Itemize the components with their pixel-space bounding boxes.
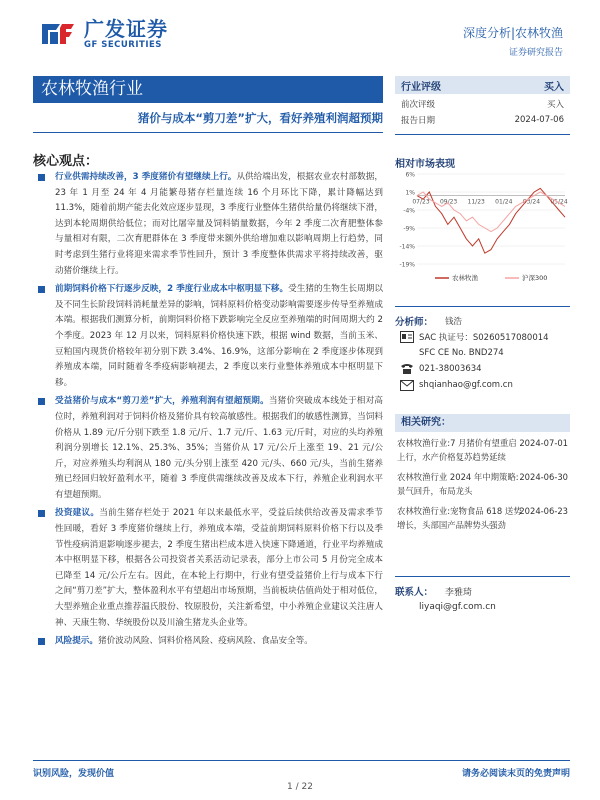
- related-item-title: 农林牧渔行业 2024 年中期策略:景气回升，布局龙头: [397, 472, 519, 496]
- company-logo: [38, 18, 168, 50]
- legend-label: 农林牧渔: [452, 274, 478, 282]
- industry-title: 农林牧渔行业: [33, 76, 383, 103]
- paragraph-supply-demand: [33, 170, 383, 279]
- contact-panel: [395, 576, 570, 615]
- y-tick-label: -14%: [399, 243, 415, 251]
- x-tick-label: 09/23: [439, 198, 458, 206]
- rating-label: 行业评级: [401, 81, 441, 93]
- report-date-value: 2024-07-06: [514, 115, 564, 125]
- envelope-icon: [395, 380, 419, 391]
- analyst-sac-row: [395, 329, 570, 345]
- paragraph-lead: 行业供需持续改善，3 季度猪价有望继续上行。: [55, 172, 237, 182]
- related-research-title: 相关研究：: [395, 414, 570, 432]
- paragraph-lead: 前期饲料价格下行逐步反映，2 季度行业成本中枢明显下移。: [55, 284, 289, 295]
- contact-divider: [395, 576, 570, 577]
- related-item-date: 2024-06-30: [519, 472, 568, 482]
- paragraph-text: 从供给端出发，根据农业农村部数据，23 年 1 月至 24 年 4 月能繁母猪存栏量连续 16 个月环比下降，累计降幅达到 11.3%，随着前期产能去化效应逐步显现，3 季度行业整体生猪供给量仍将继续下滑，达到本轮周期供给低位；而对比屠宰量及饲料销量数据，今年 2 季度二次育肥整体参与量相对有限，二次育肥群体在 3 季度带来额外供给增加难以影响周期上行趋势，同时考虑到生猪行业将迎来需求季节性回升，预计 3 季度整体供需求平将持续改善，驱动猪价继续上行。: [55, 172, 383, 276]
- paragraph-lead: 投资建议。: [55, 508, 100, 519]
- x-tick-label: 03/24: [522, 198, 541, 206]
- phone-icon: [395, 363, 419, 375]
- analyst-email[interactable]: shqianhao@gf.com.cn: [419, 380, 513, 390]
- footer-slogan: 识别风险，发现价值: [33, 769, 115, 779]
- y-tick-label: -9%: [403, 225, 415, 233]
- rating-value: 买入: [544, 81, 564, 93]
- x-tick-label: 05/24: [550, 198, 568, 206]
- id-card-icon: [395, 331, 419, 343]
- analyst-sfc: SFC CE No. BND274: [419, 348, 504, 358]
- analyst-phone-row: [395, 361, 570, 377]
- report-type: 深度分析|农林牧渔: [462, 26, 563, 40]
- core-views-heading: 核心观点：: [33, 154, 99, 169]
- y-tick-label: -4%: [403, 207, 415, 215]
- previous-rating-label: 前次评级: [401, 100, 436, 110]
- paragraph-text: 猪价波动风险、饲料价格风险、疫病风险、食品安全等。: [97, 636, 313, 647]
- title-divider: [33, 132, 383, 133]
- related-item-title: 农林牧渔行业:7 月猪价有望重启上行，水产价格复苏趋势延续: [397, 438, 517, 462]
- legend-label: 沪深300: [522, 274, 548, 282]
- y-tick-label: -19%: [399, 261, 415, 269]
- report-subtitle: 猪价与成本“剪刀差”扩大，看好养殖利润超预期: [137, 111, 383, 125]
- x-tick-label: 07/23: [412, 198, 430, 206]
- analyst-name: 钱浩: [445, 317, 463, 327]
- paragraph-lead: 受益猪价与成本“剪刀差”扩大，养殖利润有望超预期。: [55, 396, 269, 407]
- x-tick-label: 11/23: [467, 198, 485, 206]
- square-bullet-icon: [38, 510, 45, 517]
- square-bullet-icon: [38, 174, 45, 181]
- report-date-row: [395, 112, 570, 128]
- analyst-top-divider: [395, 306, 570, 307]
- performance-chart-svg: [395, 168, 570, 288]
- logo-cn-text: 广发证券: [84, 17, 168, 41]
- x-tick-label: 01/24: [495, 198, 513, 206]
- paragraph-risk: [33, 634, 383, 650]
- paragraph-text: 当猪价突破成本线处于相对高位时，养殖利润对于饲料价格及猪价具有较高敏感性。根据我们的敏感性测算，当饲料价格从 1.89 元/斤分别下跌至 1.8 元/斤、1.7 元/斤、1.63 元/斤时，对应的头均养殖利润分别增长 12.1%、25.3%、35%；当猪价从 17 元/公斤上涨至 19、21 元/公斤，对应养殖头均利润从 180 元/头分别上涨至 420 元/头、660 元/头，当前生猪养殖已经回归较好盈利水平，随着 3 季度供需继续改善及成本下行，养殖企业利润水平有望超预期。: [55, 396, 383, 500]
- market-performance-title: 相对市场表现: [395, 159, 455, 170]
- rating-header: [395, 76, 570, 94]
- analyst-phone: 021-38003634: [419, 364, 482, 374]
- page-number: 1 / 22: [287, 782, 313, 792]
- paragraph-profit: [33, 394, 383, 503]
- contact-label: 联系人：: [395, 587, 434, 598]
- contact-email[interactable]: liyaqi@gf.com.cn: [419, 602, 496, 612]
- related-item-date: 2024-06-23: [519, 506, 568, 516]
- paragraph-lead: 风险提示。: [55, 636, 98, 647]
- square-bullet-icon: [38, 398, 45, 405]
- paragraph-text: 受生猪的生物生长周期以及不同生长阶段饲料消耗量差异的影响，饲料原料价格变动影响需要逐步传导至养殖成本端。根据我们测算分析，前期饲料价格下跌影响完全反应至养殖端的时间周期大约 2 个季度。2023 年 12 月以来，饲料原料价格快速下跌，根据 wind 数据，当前玉米、豆粕国内现货价格较年初分别下跌 3.4%、16.9%，这部分影响在 2 季度逐步体现到养殖成本端，同时随着冬季疫病影响褪去，2 季度以来行业整体养殖成本中枢明显下移。: [55, 284, 383, 388]
- related-item[interactable]: [395, 466, 570, 500]
- gf-logo-icon: [38, 18, 78, 50]
- analyst-label: 分析师：: [395, 317, 434, 328]
- y-tick-label: 6%: [405, 171, 415, 179]
- related-item-date: 2024-07-01: [519, 438, 568, 448]
- page-header: [0, 0, 600, 62]
- relative-performance-chart: [395, 168, 570, 288]
- paragraph-text: 当前生猪存栏处于 2021 年以来最低水平，受益后续供给改善及需求季节性回暖，看好 3 季度猪价继续上行，养殖成本端，受益前期饲料原料价格下行以及季节性疫病消退影响逐步褪去，2 季度生猪出栏成本进入快速下降通道，行业平均养殖成本中枢明显下移，根据各公司投资者关系活动记录表，部分上市公司 5 月份完全成本已降至 14 元/公斤左右。因此，在本轮上行期中，行业有望受益猪价上行与成本下行之间“剪刀差”扩大，整体盈利水平有望超出市场预期，当前板块估值尚处于相对低位，大型养殖企业重点推荐温氏股份、牧原股份，关注新希望，中小养殖企业建议关注唐人神、天康生物、华统股份以及川渝生猪龙头企业等。: [55, 508, 383, 628]
- previous-rating-row: [395, 96, 570, 112]
- rating-panel: [395, 76, 570, 170]
- related-item-title: 农林牧渔行业:宠物食品 618 送势增长，头部国产品牌势头强劲: [397, 506, 522, 530]
- contact-name-row: [395, 583, 570, 599]
- report-category: 证券研究报告: [508, 48, 563, 58]
- related-item[interactable]: [395, 432, 570, 466]
- contact-name: 李雅琦: [445, 587, 473, 598]
- report-date-label: 报告日期: [401, 116, 436, 126]
- square-bullet-icon: [38, 286, 45, 293]
- paragraph-investment: [33, 506, 383, 631]
- analyst-sac: SAC 执证号：S0260517080014: [419, 333, 549, 343]
- logo-en-text: GF SECURITIES: [84, 40, 162, 50]
- paragraph-feed-cost: [33, 282, 383, 391]
- analyst-panel: [395, 306, 570, 393]
- related-item[interactable]: [395, 500, 570, 534]
- footer-divider: [33, 760, 570, 761]
- previous-rating-value: 买入: [546, 100, 564, 110]
- core-views-body: [33, 170, 383, 653]
- rating-divider: [395, 134, 570, 135]
- square-bullet-icon: [38, 638, 45, 645]
- y-tick-label: 1%: [405, 189, 415, 197]
- contact-email-row: [395, 599, 570, 615]
- analyst-email-row: [395, 377, 570, 393]
- footer-disclaimer: 请务必阅读末页的免责声明: [461, 769, 570, 779]
- analyst-name-row: [395, 313, 570, 329]
- analyst-sfc-row: [395, 345, 570, 361]
- related-research-panel: [395, 414, 570, 534]
